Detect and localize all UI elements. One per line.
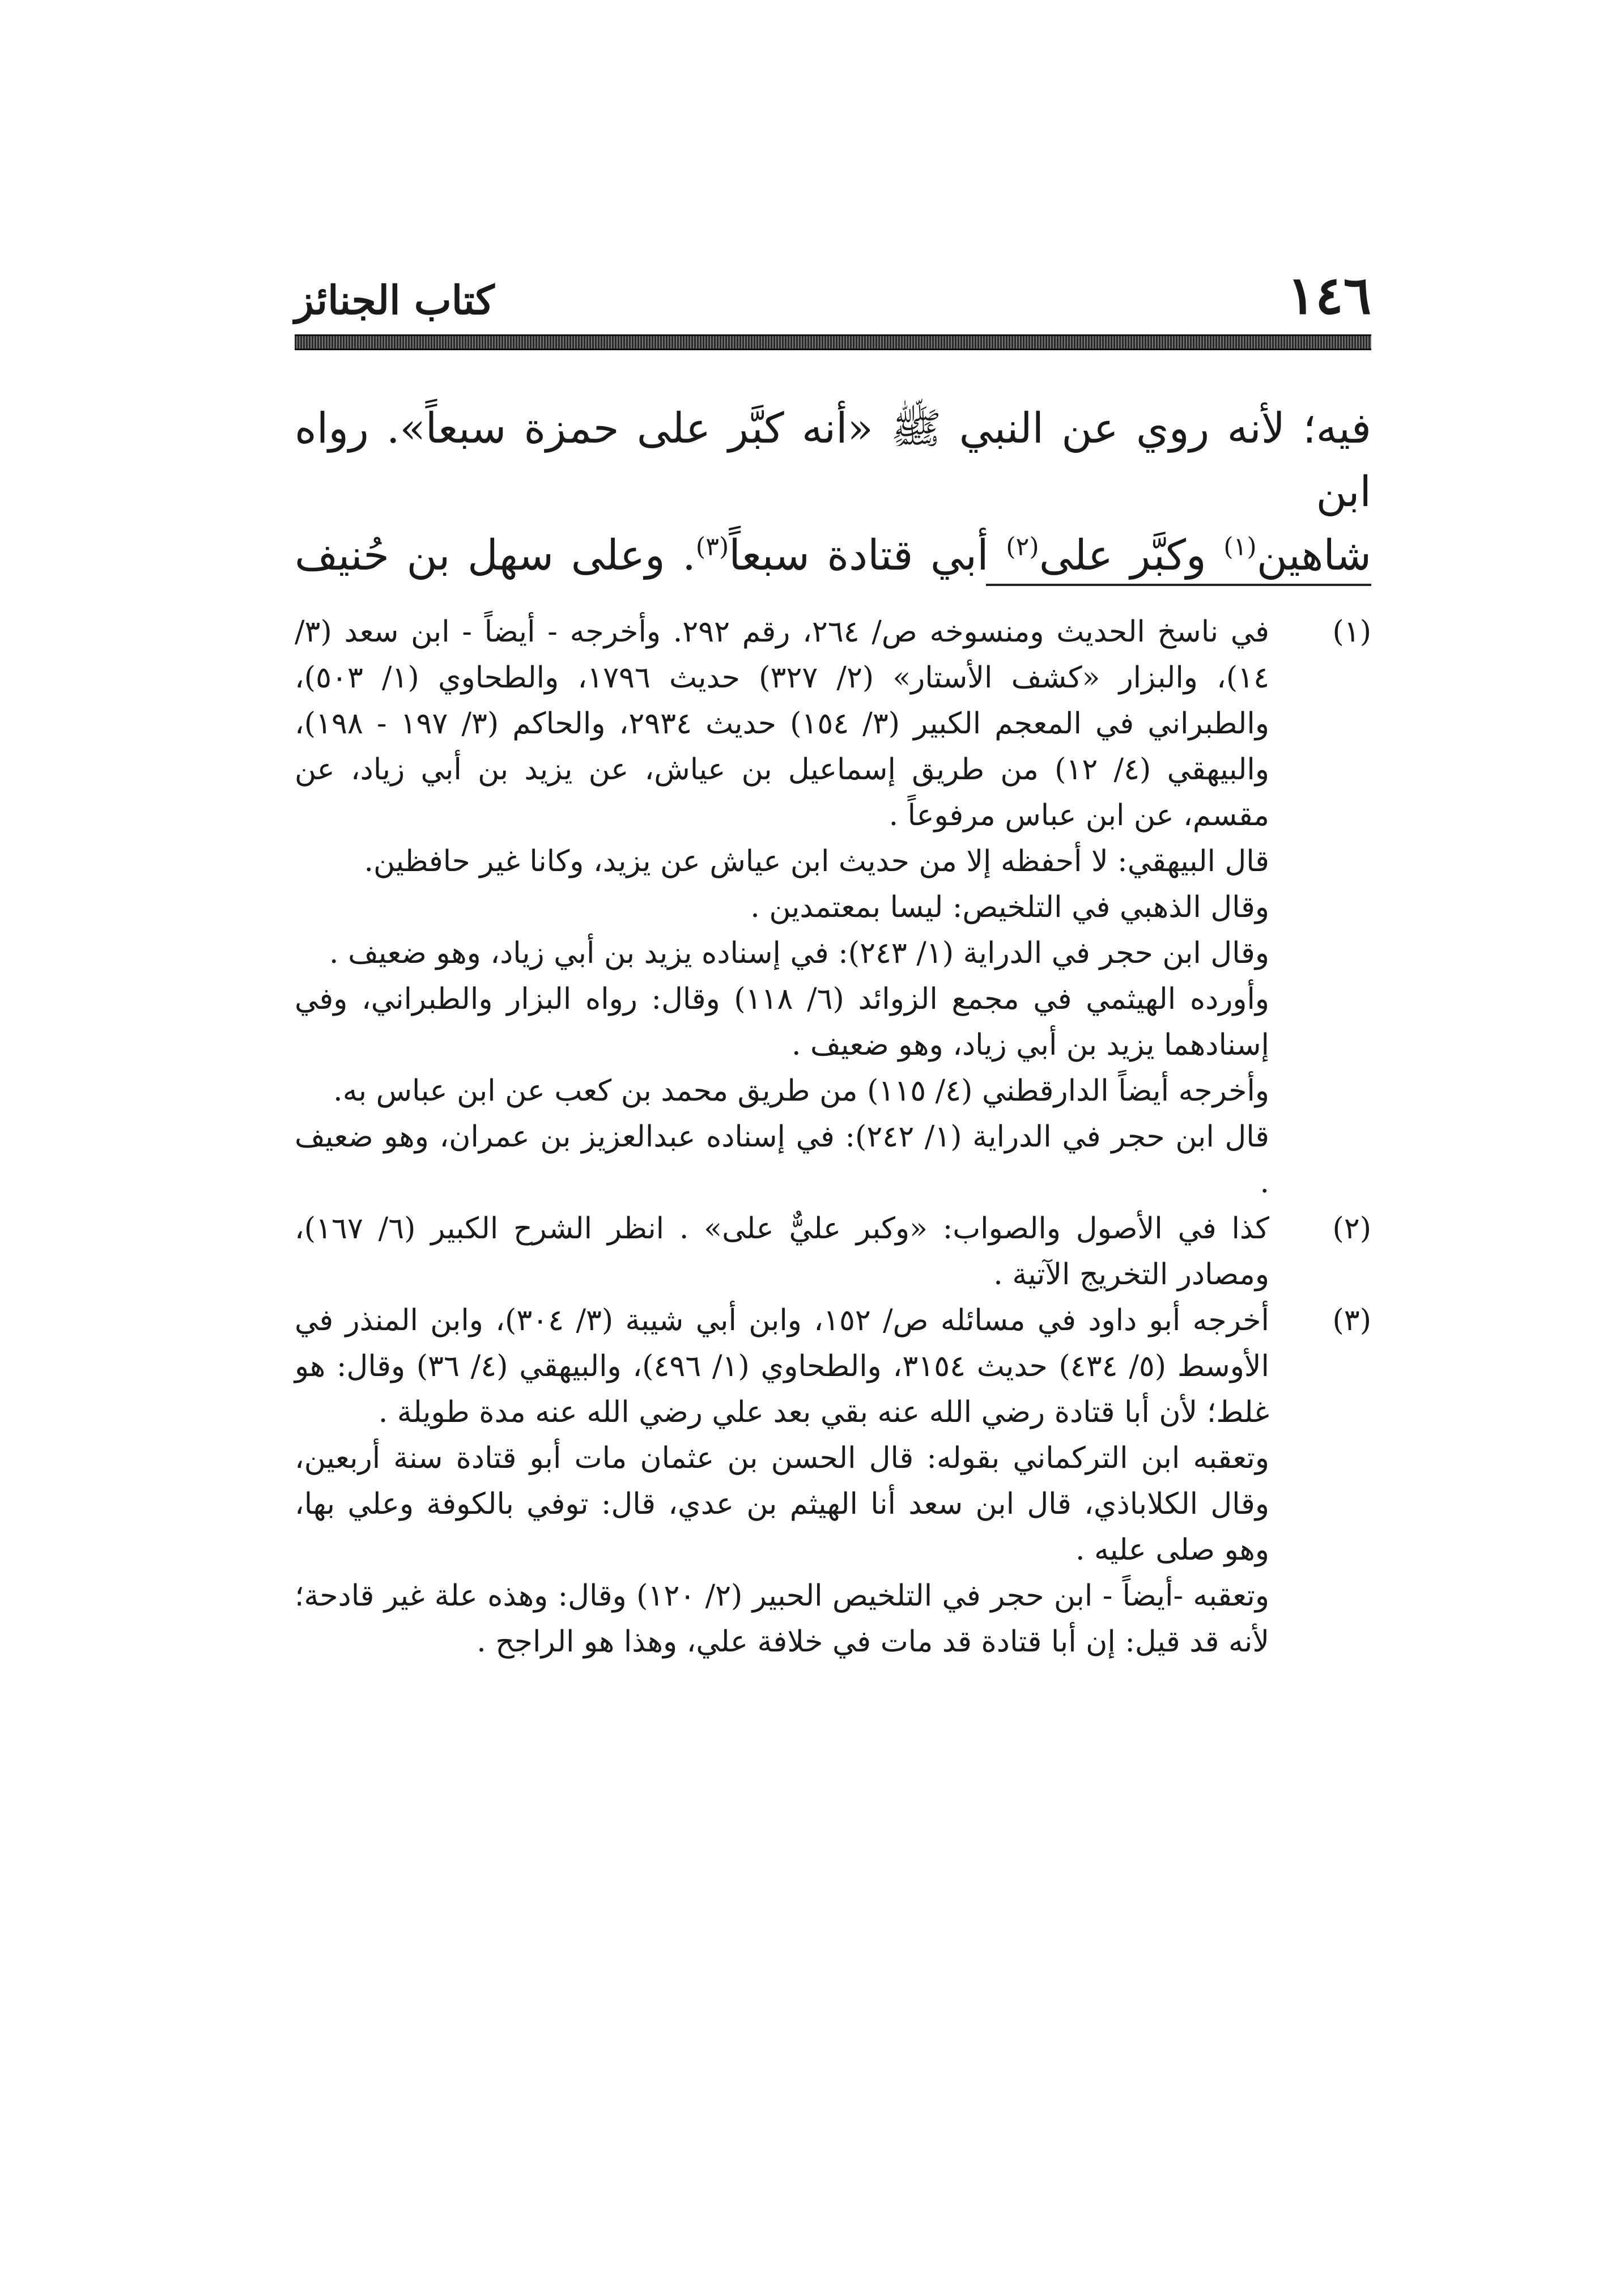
page-number: ١٤٦	[1287, 265, 1371, 326]
footnote-ref-1[interactable]: (١)	[1223, 532, 1257, 562]
main-line-2-part-3: أبي قتادة سبعاً	[729, 531, 1006, 580]
footnote-paragraph: قال ابن حجر في الدراية (١/ ٢٤٢): في إسناده عبدالعزيز بن عمران، وهو ضعيف .	[295, 1120, 1269, 1200]
footnote-number: (٣)	[1332, 1303, 1371, 1337]
footnotes	[295, 609, 1371, 1665]
footnote-3	[295, 1298, 1371, 1665]
main-line-2-part-1: شاهين	[1256, 531, 1371, 580]
page-header	[295, 258, 1371, 343]
footnote-paragraph: كذا في الأصول والصواب: «وكبر عليٌّ على» . انظر الشرح الكبير (٦/ ١٦٧)، ومصادر التخريج الآتية .	[295, 1212, 1269, 1292]
footnote-paragraph: وأخرجه أيضاً الدارقطني (٤/ ١١٥) من طريق محمد بن كعب عن ابن عباس به.	[333, 1074, 1269, 1108]
footnote-paragraph: وتعقبه ابن التركماني بقوله: قال الحسن بن عثمان مات أبو قتادة سنة أربعين، وقال الكلاباذي، قال ابن سعد أنا الهيثم بن عدي، قال: توفي بالكوفة وعلي بها، وهو صلى عليه .	[295, 1441, 1269, 1567]
footnote-paragraph: وقال ابن حجر في الدراية (١/ ٢٤٣): في إسناده يزيد بن أبي زياد، وهو ضعيف .	[329, 936, 1269, 970]
footnote-2	[295, 1206, 1371, 1298]
footnote-ref-2[interactable]: (٢)	[1006, 532, 1039, 562]
footnote-separator	[986, 584, 1371, 586]
header-rule	[295, 334, 1371, 350]
footnote-1	[295, 609, 1371, 1206]
footnote-paragraph: قال البيهقي: لا أحفظه إلا من حديث ابن عياش عن يزيد، وكانا غير حافظين.	[364, 844, 1269, 878]
footnote-ref-3[interactable]: (٣)	[695, 532, 729, 562]
footnote-paragraph: في ناسخ الحديث ومنسوخه ص/ ٢٦٤، رقم ٢٩٢. وأخرجه - أيضاً - ابن سعد (٣/ ١٤)، والبزار «كشف الأستار» (٢/ ٣٢٧) حديث ١٧٩٦، والطحاوي (١/ ٥٠٣)، والطبراني في المعجم الكبير (٣/ ١٥٤) حديث ٢٩٣٤، والحاكم (٣/ ١٩٧ - ١٩٨)، والبيهقي (٤/ ١٢) من طريق إسماعيل بن عياش، عن يزيد بن أبي زياد، عن مقسم، عن ابن عباس مرفوعاً .	[295, 615, 1269, 833]
footnote-paragraph: وقال الذهبي في التلخيص: ليسا بمعتمدين .	[750, 890, 1269, 924]
main-text	[295, 397, 1371, 587]
main-line-1: فيه؛ لأنه روي عن النبي ﷺ «أنه كبَّر على حمزة سبعاً». رواه ابن	[295, 404, 1371, 516]
main-line-2-part-4: . وعلى سهل بن حُنيف	[295, 531, 696, 580]
footnote-number: (٢)	[1332, 1212, 1371, 1246]
footnote-number: (١)	[1332, 615, 1371, 649]
main-line-2-part-2: وكبَّر على	[1039, 531, 1224, 580]
footnote-paragraph: وتعقبه -أيضاً - ابن حجر في التلخيص الحبير (٢/ ١٢٠) وقال: وهذه علة غير قادحة؛ لأنه قد قيل: إن أبا قتادة قد مات في خلافة علي، وهذا هو الراجح .	[295, 1579, 1269, 1659]
main-line-2	[295, 524, 1371, 587]
footnote-paragraph: وأورده الهيثمي في مجمع الزوائد (٦/ ١١٨) وقال: رواه البزار والطبراني، وفي إسنادهما يزيد بن أبي زياد، وهو ضعيف .	[295, 982, 1269, 1062]
footnote-paragraph: أخرجه أبو داود في مسائله ص/ ١٥٢، وابن أبي شيبة (٣/ ٣٠٤)، وابن المنذر في الأوسط (٥/ ٤٣٤) حديث ٣١٥٤، والطحاوي (١/ ٤٩٦)، والبيهقي (٤/ ٣٦) وقال: هو غلط؛ لأن أبا قتادة رضي الله عنه بقي بعد علي رضي الله عنه مدة طويلة .	[295, 1303, 1269, 1429]
running-title: كتاب الجنائز	[295, 277, 495, 324]
